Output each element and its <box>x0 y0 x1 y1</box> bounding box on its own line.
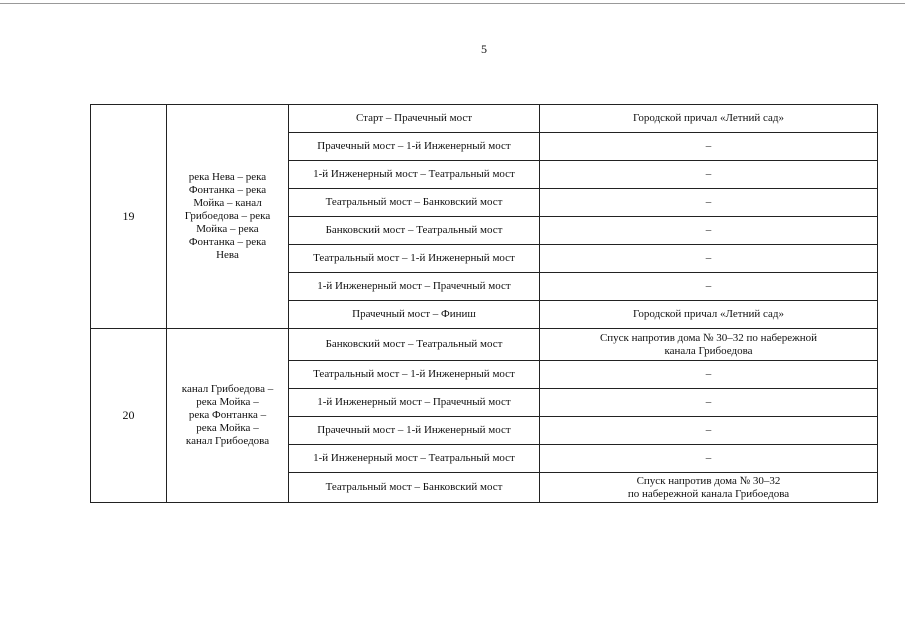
destination-cell: Городской причал «Летний сад» <box>540 301 878 329</box>
route-line: Фонтанка – река <box>188 184 267 196</box>
destination-cell: – <box>540 161 878 189</box>
segment-cell: Прачечный мост – 1-й Инженерный мост <box>289 133 540 161</box>
route-line: Мойка – канал <box>193 197 262 209</box>
destination-cell: – <box>540 273 878 301</box>
segment-cell: Старт – Прачечный мост <box>289 105 540 133</box>
table-row <box>91 329 878 361</box>
route-description-cell <box>167 329 289 503</box>
segment-cell: Театральный мост – 1-й Инженерный мост <box>289 361 540 389</box>
page-number: 5 <box>481 42 487 56</box>
destination-line: Спуск напротив дома № 30–32 <box>636 474 781 487</box>
segment-cell: 1-й Инженерный мост – Прачечный мост <box>289 389 540 417</box>
segment-cell: Банковский мост – Театральный мост <box>289 217 540 245</box>
destination-cell: – <box>540 189 878 217</box>
route-description-cell <box>167 105 289 329</box>
top-border-line <box>0 3 905 4</box>
route-table <box>90 104 878 503</box>
segment-cell: Прачечный мост – 1-й Инженерный мост <box>289 417 540 445</box>
segment-cell: 1-й Инженерный мост – Театральный мост <box>289 445 540 473</box>
segment-cell: 1-й Инженерный мост – Театральный мост <box>289 161 540 189</box>
segment-cell: Театральный мост – 1-й Инженерный мост <box>289 245 540 273</box>
route-number-cell: 20 <box>91 329 167 503</box>
destination-cell: – <box>540 445 878 473</box>
route-line: река Нева – река <box>188 171 267 183</box>
destination-cell: – <box>540 361 878 389</box>
destination-line: по набережной канала Грибоедова <box>627 487 790 500</box>
destination-cell: – <box>540 417 878 445</box>
route-line: Мойка – река <box>196 223 259 235</box>
route-line: канал Грибоедова <box>185 435 270 447</box>
segment-cell: 1-й Инженерный мост – Прачечный мост <box>289 273 540 301</box>
segment-cell: Прачечный мост – Финиш <box>289 301 540 329</box>
route-line: Грибоедова – река <box>184 210 271 222</box>
segment-cell: Банковский мост – Театральный мост <box>289 329 540 361</box>
destination-cell: – <box>540 217 878 245</box>
route-line: река Мойка – <box>196 422 259 434</box>
route-line: канал Грибоедова – <box>181 383 274 395</box>
route-number-cell: 19 <box>91 105 167 329</box>
segment-cell: Театральный мост – Банковский мост <box>289 473 540 503</box>
destination-cell: Городской причал «Летний сад» <box>540 105 878 133</box>
route-line: река Мойка – <box>196 396 259 408</box>
destination-cell: – <box>540 133 878 161</box>
destination-cell <box>540 329 878 361</box>
route-line: Нева <box>216 249 239 261</box>
route-line: река Фонтанка – <box>188 409 267 421</box>
destination-cell: – <box>540 389 878 417</box>
destination-cell: – <box>540 245 878 273</box>
destination-line: Спуск напротив дома № 30–32 по набережной <box>599 331 818 344</box>
destination-cell <box>540 473 878 503</box>
table-row <box>91 105 878 133</box>
segment-cell: Театральный мост – Банковский мост <box>289 189 540 217</box>
route-line: Фонтанка – река <box>188 236 267 248</box>
destination-line: канала Грибоедова <box>664 344 753 357</box>
